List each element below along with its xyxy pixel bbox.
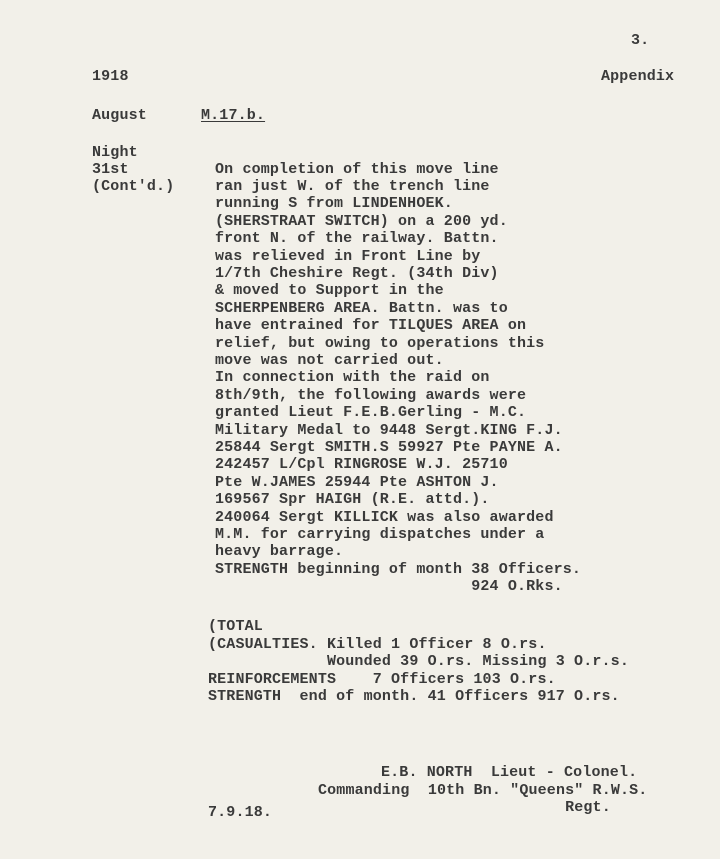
narrative-line: 8th/9th, the following awards were xyxy=(215,387,527,404)
narrative-line: was relieved in Front Line by xyxy=(215,248,481,265)
narrative-line: front N. of the railway. Battn. xyxy=(215,230,499,247)
narrative-line: M.M. for carrying dispatches under a xyxy=(215,526,545,543)
narrative-line: heavy barrage. xyxy=(215,543,344,560)
narrative-line: 240064 Sergt KILLICK was also awarded xyxy=(215,509,554,526)
narrative-line: In connection with the raid on xyxy=(215,369,490,386)
narrative-line: move was not carried out. xyxy=(215,352,444,369)
date-line: Night xyxy=(92,144,138,161)
summary-line: (TOTAL xyxy=(208,618,263,635)
narrative-line: On completion of this move line xyxy=(215,161,499,178)
narrative-line: 242457 L/Cpl RINGROSE W.J. 25710 xyxy=(215,456,508,473)
summary-line: (CASUALTIES. Killed 1 Officer 8 O.rs. xyxy=(208,636,547,653)
summary-line: STRENGTH end of month. 41 Officers 917 O.rs. xyxy=(208,688,620,705)
date-line: 31st xyxy=(92,161,129,178)
narrative-line: Military Medal to 9448 Sergt.KING F.J. xyxy=(215,422,563,439)
narrative-line: Pte W.JAMES 25944 Pte ASHTON J. xyxy=(215,474,499,491)
summary-line: REINFORCEMENTS 7 Officers 103 O.rs. xyxy=(208,671,556,688)
narrative-line: relief, but owing to operations this xyxy=(215,335,545,352)
signature-line: Commanding 10th Bn. "Queens" R.W.S. xyxy=(318,782,648,799)
page-number: 3. xyxy=(631,32,650,49)
narrative-line: 169567 Spr HAIGH (R.E. attd.). xyxy=(215,491,490,508)
narrative-line: 924 O.Rks. xyxy=(215,578,563,595)
date-line: (Cont'd.) xyxy=(92,178,175,195)
narrative-line: 25844 Sergt SMITH.S 59927 Pte PAYNE A. xyxy=(215,439,563,456)
narrative-line: granted Lieut F.E.B.Gerling - M.C. xyxy=(215,404,527,421)
date-signed: 7.9.18. xyxy=(208,804,273,821)
year: 1918 xyxy=(92,68,129,85)
narrative-line: (SHERSTRAAT SWITCH) on a 200 yd. xyxy=(215,213,508,230)
appendix-label: Appendix xyxy=(601,68,675,85)
summary-line: Wounded 39 O.rs. Missing 3 O.r.s. xyxy=(208,653,629,670)
narrative-line: running S from LINDENHOEK. xyxy=(215,195,453,212)
narrative-line: STRENGTH beginning of month 38 Officers. xyxy=(215,561,582,578)
narrative-line: SCHERPENBERG AREA. Battn. was to xyxy=(215,300,508,317)
narrative-line: ran just W. of the trench line xyxy=(215,178,490,195)
month: August xyxy=(92,107,147,124)
map-reference: M.17.b. xyxy=(201,107,266,124)
narrative-line: & moved to Support in the xyxy=(215,282,444,299)
narrative-line: have entrained for TILQUES AREA on xyxy=(215,317,527,334)
signature-line: E.B. NORTH Lieut - Colonel. xyxy=(381,764,638,781)
narrative-line: 1/7th Cheshire Regt. (34th Div) xyxy=(215,265,499,282)
signature-line: Regt. xyxy=(318,799,611,816)
